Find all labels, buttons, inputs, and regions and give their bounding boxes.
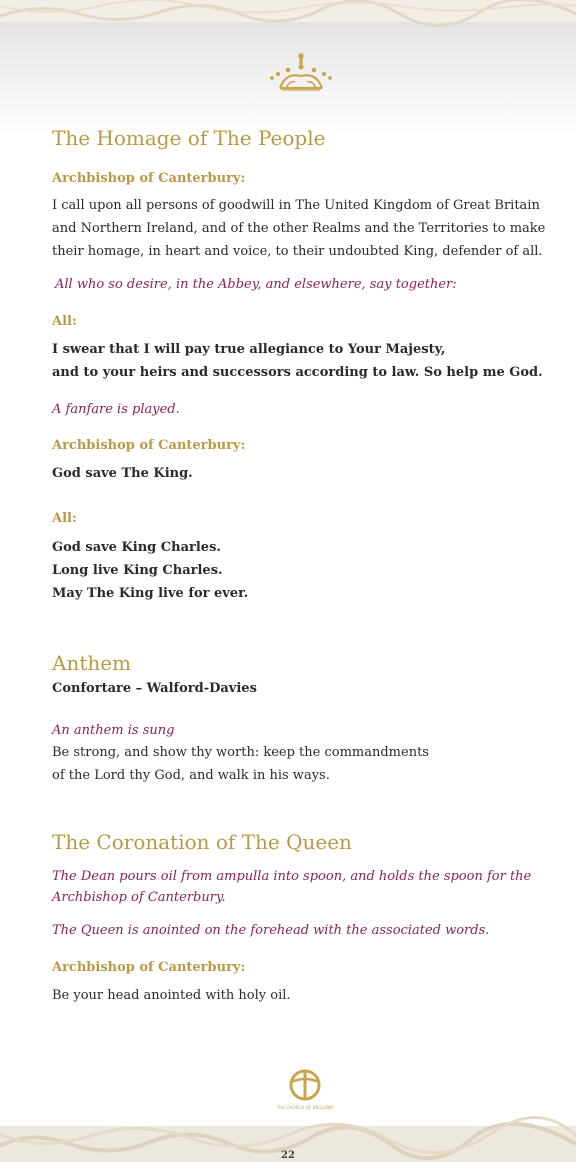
text-line: and to your heirs and successors according to law. So help me God.	[52, 365, 543, 380]
anointing-text	[52, 984, 291, 1007]
text-line: Confortare – Walford-Davies	[52, 681, 257, 696]
speaker-label: All:	[52, 314, 77, 329]
text-line: and Northern Ireland, and of the other Realms and the Territories to make	[52, 221, 546, 236]
text-line: God save The King.	[52, 466, 193, 481]
speaker-label: All:	[52, 511, 77, 526]
homage-paragraph	[52, 194, 545, 263]
acclamation-text	[52, 462, 193, 485]
text-line: Be your head anointed with holy oil.	[52, 988, 291, 1003]
anthem-text	[52, 741, 429, 787]
speaker-label: Archbishop of Canterbury:	[52, 171, 246, 186]
text-line: The Dean pours oil from ampulla into spoon, and holds the spoon for the	[52, 869, 532, 884]
text-line: Archbishop of Canterbury.	[52, 890, 226, 905]
text-line: of the Lord thy God, and walk in his ways.	[52, 768, 330, 783]
anthem-title: Anthem	[52, 651, 132, 675]
page-number: 22	[281, 1150, 295, 1161]
rubric-instruction: An anthem is sung	[52, 723, 175, 738]
text-line: I swear that I will pay true allegiance to Your Majesty,	[52, 342, 446, 357]
rubric-instruction: The Queen is anointed on the forehead with the associated words.	[52, 923, 490, 938]
oath-paragraph	[52, 338, 543, 384]
homage-title: The Homage of The People	[52, 126, 326, 150]
logo-text: THE CHURCH OF ENGLAND	[276, 1105, 334, 1110]
text-line: God save King Charles.	[52, 540, 221, 555]
crown-icon	[268, 52, 334, 94]
rubric-instruction: All who so desire, in the Abbey, and elsewhere, say together:	[55, 277, 457, 292]
acclamation-response	[52, 536, 248, 605]
text-line: Long live King Charles.	[52, 563, 223, 578]
anthem-composer	[52, 677, 257, 700]
rubric-instruction	[52, 866, 531, 908]
top-ornament-border	[0, 0, 576, 22]
church-of-england-logo-icon	[276, 1068, 334, 1120]
text-line: Be strong, and show thy worth: keep the commandments	[52, 745, 429, 760]
rubric-instruction: A fanfare is played.	[52, 402, 180, 417]
text-line: their homage, in heart and voice, to their undoubted King, defender of all.	[52, 244, 543, 259]
text-line: May The King live for ever.	[52, 586, 249, 601]
text-line: I call upon all persons of goodwill in The United Kingdom of Great Britain	[52, 198, 540, 213]
speaker-label: Archbishop of Canterbury:	[52, 960, 246, 975]
coronation-title: The Coronation of The Queen	[52, 830, 352, 854]
speaker-label: Archbishop of Canterbury:	[52, 438, 246, 453]
